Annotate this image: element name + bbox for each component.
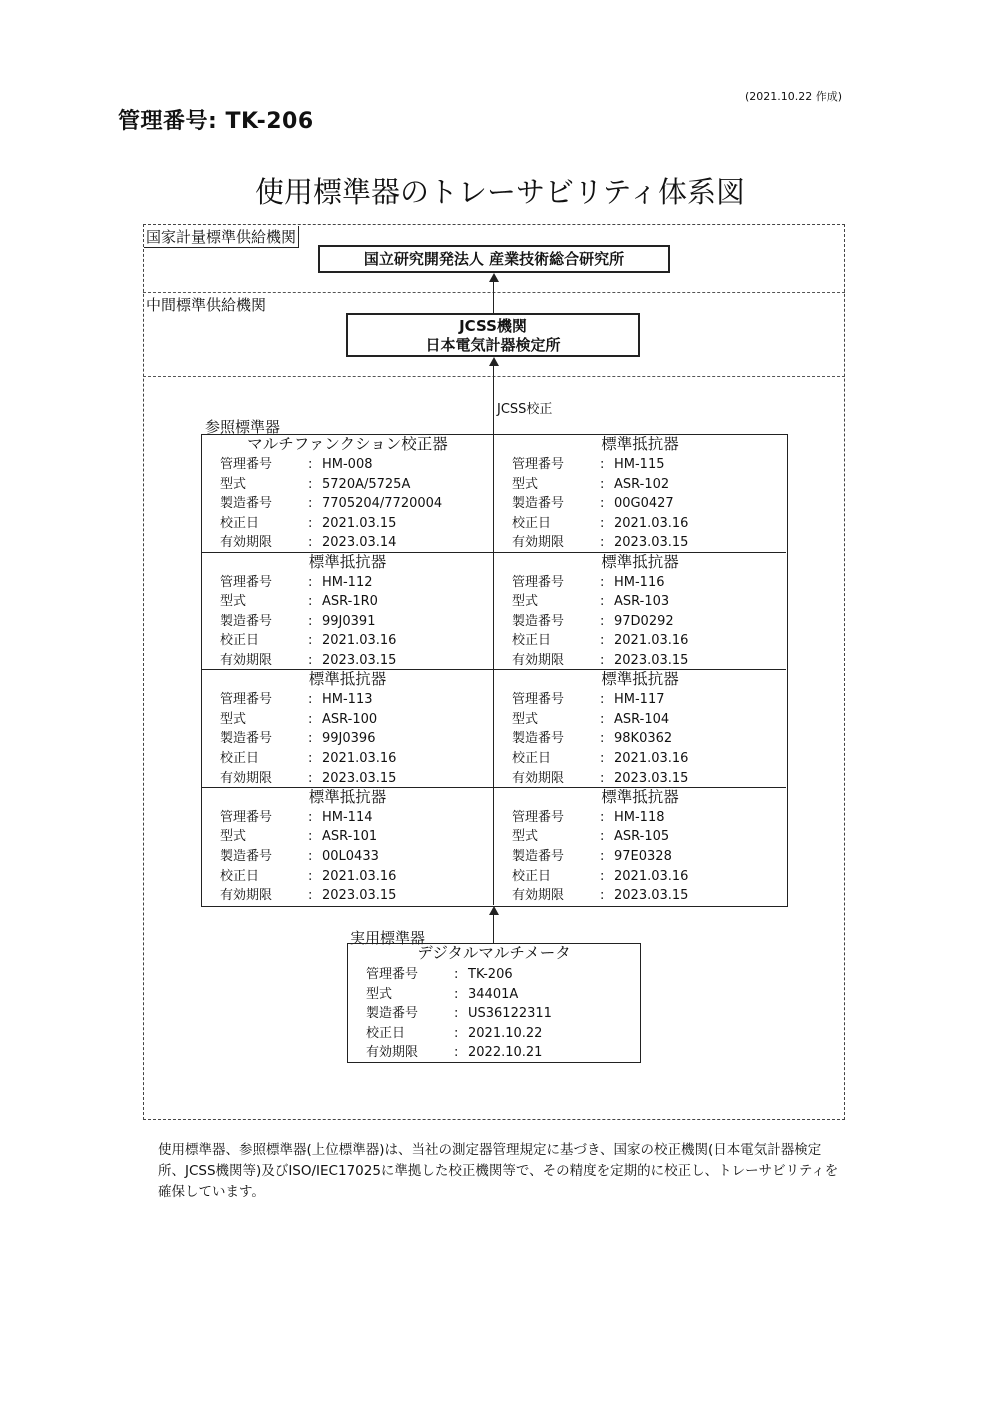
field-label: 校正日 bbox=[512, 515, 552, 531]
instrument-field-row bbox=[220, 827, 493, 847]
field-label: 型式 bbox=[512, 711, 539, 727]
instrument-field-row bbox=[512, 651, 786, 671]
field-label: 製造番号 bbox=[220, 731, 273, 747]
field-colon: : bbox=[600, 496, 605, 512]
arrowhead-1 bbox=[489, 273, 499, 282]
field-label: 管理番号 bbox=[220, 574, 273, 590]
page-title: 使用標準器のトレーサビリティ体系図 bbox=[254, 175, 746, 209]
field-value: ASR-1R0 bbox=[322, 594, 378, 610]
field-value: 00G0427 bbox=[614, 496, 674, 512]
instrument-field-row bbox=[512, 867, 786, 887]
field-value: 34401A bbox=[468, 986, 519, 1002]
arrowhead-3 bbox=[489, 906, 499, 915]
field-value: 2023.03.15 bbox=[614, 888, 689, 904]
field-label: 管理番号 bbox=[512, 574, 565, 590]
intermediate-section-label: 中間標準供給機関 bbox=[146, 296, 267, 314]
field-colon: : bbox=[600, 829, 605, 845]
arrow-line-2 bbox=[493, 365, 494, 434]
field-colon: : bbox=[308, 457, 313, 472]
aist-box: 国立研究開発法人 産業技術総合研究所 bbox=[318, 245, 670, 273]
field-colon: : bbox=[600, 868, 605, 884]
reference-standards-label: 参照標準器 bbox=[205, 418, 281, 436]
field-label: 型式 bbox=[220, 711, 247, 727]
field-label: 有効期限 bbox=[220, 888, 273, 904]
instrument-name: 標準抵抗器 bbox=[601, 670, 679, 689]
instrument-name: 標準抵抗器 bbox=[601, 552, 679, 571]
field-label: 校正日 bbox=[512, 750, 552, 766]
instrument-field-row bbox=[512, 808, 786, 828]
field-colon: : bbox=[600, 594, 605, 610]
field-label: 有効期限 bbox=[220, 535, 273, 551]
field-label: 型式 bbox=[366, 986, 393, 1002]
field-value: HM-118 bbox=[614, 809, 665, 825]
instrument-field-row bbox=[512, 533, 786, 553]
field-colon: : bbox=[600, 633, 605, 649]
national-section-label: 国家計量標準供給機関 bbox=[144, 226, 299, 248]
instrument-field-row bbox=[220, 475, 493, 495]
reference-instrument-cell bbox=[494, 553, 786, 671]
field-value: 97E0328 bbox=[614, 848, 672, 864]
reference-instrument-cell bbox=[202, 670, 494, 788]
instrument-field-row bbox=[366, 1043, 640, 1063]
field-label: 製造番号 bbox=[366, 1006, 419, 1022]
instrument-field-row bbox=[220, 631, 493, 651]
field-value: 2023.03.15 bbox=[614, 535, 689, 551]
instrument-field-row bbox=[220, 729, 493, 749]
instrument-field-row bbox=[220, 749, 493, 769]
instrument-field-row bbox=[220, 847, 493, 867]
field-value: 5720A/5725A bbox=[322, 476, 411, 492]
instrument-field-row bbox=[220, 710, 493, 730]
field-colon: : bbox=[454, 1006, 459, 1022]
management-number: 管理番号: TK-206 bbox=[118, 109, 314, 134]
field-label: 管理番号 bbox=[366, 967, 419, 982]
field-value: 2021.03.16 bbox=[614, 633, 689, 649]
instrument-field-row bbox=[512, 573, 786, 593]
field-value: HM-112 bbox=[322, 574, 373, 590]
instrument-field-row bbox=[220, 514, 493, 534]
field-colon: : bbox=[308, 809, 313, 825]
field-label: 有効期限 bbox=[512, 770, 565, 786]
field-label: 校正日 bbox=[220, 868, 260, 884]
jcss-box bbox=[346, 313, 640, 357]
field-label: 有効期限 bbox=[366, 1045, 419, 1061]
instrument-name: デジタルマルチメータ bbox=[417, 944, 571, 962]
field-value: 2023.03.15 bbox=[322, 770, 397, 786]
field-colon: : bbox=[600, 711, 605, 727]
field-label: 管理番号 bbox=[512, 692, 565, 708]
field-colon: : bbox=[308, 868, 313, 884]
field-value: 99J0391 bbox=[322, 613, 376, 629]
field-label: 有効期限 bbox=[220, 652, 273, 668]
field-colon: : bbox=[308, 613, 313, 629]
field-colon: : bbox=[600, 515, 605, 531]
field-value: ASR-100 bbox=[322, 711, 378, 727]
field-colon: : bbox=[600, 652, 605, 668]
field-value: 2021.03.16 bbox=[322, 633, 397, 649]
jcss-box-line1: JCSS機関 bbox=[459, 317, 527, 335]
field-colon: : bbox=[308, 711, 313, 727]
instrument-field-row bbox=[512, 494, 786, 514]
field-label: 管理番号 bbox=[220, 809, 273, 825]
field-value: TK-206 bbox=[468, 967, 513, 982]
field-colon: : bbox=[308, 574, 313, 590]
instrument-field-row bbox=[512, 710, 786, 730]
instrument-field-row bbox=[366, 1024, 640, 1044]
field-value: 2021.03.16 bbox=[322, 868, 397, 884]
field-label: 型式 bbox=[512, 594, 539, 610]
instrument-name: 標準抵抗器 bbox=[601, 435, 679, 453]
field-colon: : bbox=[308, 515, 313, 531]
field-value: 2023.03.15 bbox=[614, 770, 689, 786]
field-value: 2023.03.15 bbox=[322, 888, 397, 904]
instrument-field-row bbox=[512, 827, 786, 847]
field-value: HM-008 bbox=[322, 457, 373, 472]
field-colon: : bbox=[600, 731, 605, 747]
field-colon: : bbox=[308, 633, 313, 649]
jcss-calibration-label: JCSS校正 bbox=[497, 402, 553, 417]
instrument-field-row bbox=[512, 612, 786, 632]
instrument-field-row bbox=[512, 592, 786, 612]
field-colon: : bbox=[600, 888, 605, 904]
field-value: 98K0362 bbox=[614, 731, 673, 747]
field-value: 2023.03.14 bbox=[322, 535, 397, 551]
instrument-name: 標準抵抗器 bbox=[308, 552, 387, 571]
field-label: 有効期限 bbox=[512, 535, 565, 551]
field-colon: : bbox=[308, 770, 313, 786]
instrument-field-row bbox=[512, 690, 786, 710]
field-colon: : bbox=[600, 750, 605, 766]
instrument-field-row bbox=[220, 651, 493, 671]
field-colon: : bbox=[600, 476, 605, 492]
instrument-field-row bbox=[512, 769, 786, 789]
field-value: 2021.03.16 bbox=[322, 750, 397, 766]
instrument-field-row bbox=[366, 985, 640, 1005]
field-value: 2023.03.15 bbox=[322, 652, 397, 668]
field-colon: : bbox=[454, 986, 459, 1002]
field-value: 2021.10.22 bbox=[468, 1025, 543, 1041]
field-value: ASR-104 bbox=[614, 711, 670, 727]
field-value: 2021.03.15 bbox=[322, 515, 397, 531]
reference-instrument-cell bbox=[202, 435, 494, 553]
field-value: ASR-102 bbox=[614, 476, 670, 492]
field-value: ASR-101 bbox=[322, 829, 378, 845]
field-colon: : bbox=[308, 652, 313, 668]
field-colon: : bbox=[308, 731, 313, 747]
footnote: 使用標準器、参照標準器(上位標準器)は、当社の測定器管理規定に基づき、国家の校正機関(日本電気計器検定所、JCSS機関等)及びISO/IEC17025に準拠した校正機関等で、その精度を定期的に校正し、トレーサビリティを確保しています。 bbox=[158, 1142, 839, 1200]
instrument-field-row bbox=[220, 808, 493, 828]
field-label: 型式 bbox=[512, 829, 539, 845]
section-divider-1 bbox=[143, 292, 845, 293]
field-value: 97D0292 bbox=[614, 613, 674, 629]
field-colon: : bbox=[308, 829, 313, 845]
field-value: 2023.03.15 bbox=[614, 652, 689, 668]
field-value: US36122311 bbox=[468, 1006, 552, 1022]
digital-multimeter-box bbox=[347, 943, 641, 1063]
field-value: HM-117 bbox=[614, 692, 665, 708]
instrument-field-row bbox=[220, 455, 493, 475]
field-value: HM-115 bbox=[614, 457, 665, 472]
reference-instrument-cell bbox=[494, 435, 786, 553]
arrowhead-2 bbox=[489, 357, 499, 366]
field-colon: : bbox=[600, 574, 605, 590]
field-value: 99J0396 bbox=[322, 731, 376, 747]
field-value: 2021.03.16 bbox=[614, 868, 689, 884]
field-colon: : bbox=[600, 535, 605, 551]
field-colon: : bbox=[308, 476, 313, 492]
instrument-field-row bbox=[220, 690, 493, 710]
field-label: 校正日 bbox=[512, 868, 552, 884]
created-date: (2021.10.22 作成) bbox=[745, 90, 843, 103]
field-colon: : bbox=[308, 594, 313, 610]
arrow-line-1 bbox=[493, 281, 494, 313]
field-value: HM-114 bbox=[322, 809, 373, 825]
reference-instrument-cell bbox=[494, 788, 786, 906]
instrument-field-row bbox=[512, 729, 786, 749]
field-colon: : bbox=[308, 750, 313, 766]
field-label: 型式 bbox=[220, 476, 247, 492]
field-value: 2022.10.21 bbox=[468, 1045, 543, 1061]
field-colon: : bbox=[600, 613, 605, 629]
instrument-field-row bbox=[220, 886, 493, 906]
field-value: 2021.03.16 bbox=[614, 515, 689, 531]
instrument-field-row bbox=[512, 455, 786, 475]
instrument-name: 標準抵抗器 bbox=[308, 670, 387, 689]
field-value: ASR-105 bbox=[614, 829, 670, 845]
field-label: 管理番号 bbox=[220, 692, 273, 708]
field-colon: : bbox=[600, 692, 605, 708]
field-label: 校正日 bbox=[512, 633, 552, 649]
field-value: 00L0433 bbox=[322, 848, 379, 864]
instrument-field-row bbox=[512, 475, 786, 495]
instrument-field-row bbox=[512, 847, 786, 867]
instrument-field-row bbox=[220, 494, 493, 514]
field-colon: : bbox=[600, 848, 605, 864]
reference-instrument-cell bbox=[202, 553, 494, 671]
field-label: 製造番号 bbox=[220, 613, 273, 629]
practical-standard-label: 実用標準器 bbox=[350, 929, 426, 947]
field-colon: : bbox=[600, 809, 605, 825]
field-label: 管理番号 bbox=[220, 457, 273, 472]
instrument-field-row bbox=[220, 592, 493, 612]
field-label: 製造番号 bbox=[512, 613, 565, 629]
field-colon: : bbox=[600, 770, 605, 786]
field-label: 型式 bbox=[512, 476, 539, 492]
instrument-name: 標準抵抗器 bbox=[601, 787, 679, 806]
field-label: 管理番号 bbox=[512, 457, 565, 472]
instrument-field-row bbox=[220, 533, 493, 553]
instrument-field-row bbox=[220, 573, 493, 593]
field-label: 管理番号 bbox=[512, 809, 565, 825]
field-label: 製造番号 bbox=[512, 496, 565, 512]
instrument-name: マルチファンクション校正器 bbox=[247, 435, 448, 453]
instrument-name: 標準抵抗器 bbox=[308, 787, 387, 806]
field-colon: : bbox=[308, 888, 313, 904]
instrument-field-row bbox=[220, 867, 493, 887]
arrow-line-3 bbox=[493, 914, 494, 943]
field-label: 製造番号 bbox=[512, 848, 565, 864]
field-value: 2021.03.16 bbox=[614, 750, 689, 766]
reference-instrument-cell bbox=[202, 788, 494, 906]
field-colon: : bbox=[308, 692, 313, 708]
field-label: 校正日 bbox=[220, 515, 260, 531]
instrument-field-row bbox=[512, 631, 786, 651]
field-colon: : bbox=[454, 967, 459, 982]
field-label: 有効期限 bbox=[512, 888, 565, 904]
instrument-field-row bbox=[366, 965, 640, 985]
field-colon: : bbox=[600, 457, 605, 472]
field-value: HM-116 bbox=[614, 574, 665, 590]
field-colon: : bbox=[308, 496, 313, 512]
field-label: 校正日 bbox=[220, 750, 260, 766]
field-label: 校正日 bbox=[366, 1025, 406, 1041]
reference-instrument-cell bbox=[494, 670, 786, 788]
field-value: ASR-103 bbox=[614, 594, 670, 610]
section-divider-2 bbox=[143, 376, 845, 377]
field-label: 型式 bbox=[220, 594, 247, 610]
field-colon: : bbox=[454, 1025, 459, 1041]
field-colon: : bbox=[308, 848, 313, 864]
field-label: 製造番号 bbox=[220, 848, 273, 864]
instrument-field-row bbox=[220, 769, 493, 789]
reference-standards-grid bbox=[201, 434, 788, 907]
field-label: 有効期限 bbox=[512, 652, 565, 668]
field-label: 型式 bbox=[220, 829, 247, 845]
field-label: 製造番号 bbox=[512, 731, 565, 747]
field-value: 7705204/7720004 bbox=[322, 496, 443, 512]
field-colon: : bbox=[308, 535, 313, 551]
instrument-field-row bbox=[512, 514, 786, 534]
instrument-field-row bbox=[220, 612, 493, 632]
field-label: 製造番号 bbox=[220, 496, 273, 512]
field-label: 校正日 bbox=[220, 633, 260, 649]
instrument-field-row bbox=[366, 1004, 640, 1024]
field-label: 有効期限 bbox=[220, 770, 273, 786]
field-value: HM-113 bbox=[322, 692, 373, 708]
field-colon: : bbox=[454, 1045, 459, 1061]
instrument-field-row bbox=[512, 749, 786, 769]
jcss-box-line2: 日本電気計器検定所 bbox=[425, 336, 561, 354]
instrument-field-row bbox=[512, 886, 786, 906]
